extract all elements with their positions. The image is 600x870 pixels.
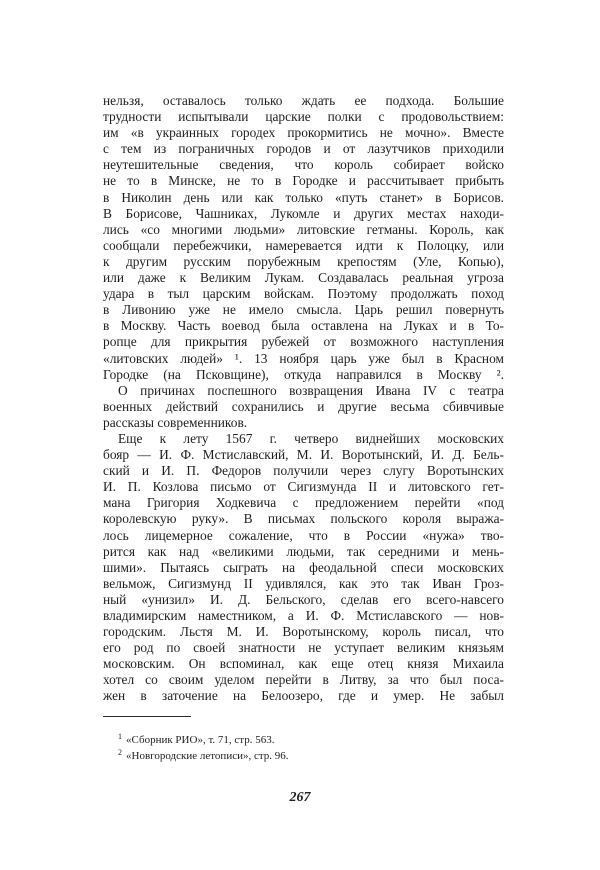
text-line: ский и И. П. Федоров получили через слугу Воротынских xyxy=(103,463,504,479)
text-line: в Ливонию уже не имело смысла. Царь решил повернуть xyxy=(103,302,504,318)
text-line: хотел со своим уделом перейти в Литву, за что был поса- xyxy=(103,672,504,688)
text-line: жен в заточение на Белоозеро, где и умер. Не забыл xyxy=(103,688,504,704)
text-line: королевскую руку». В письмах польского короля выража- xyxy=(103,511,504,527)
main-text xyxy=(103,93,504,705)
text-line: московским. Он вспоминал, как еще отец князя Михаила xyxy=(103,656,504,672)
text-line: бояр — И. Ф. Мстиславский, М. И. Воротынский, И. Д. Бель- xyxy=(103,447,504,463)
footnote-divider xyxy=(103,716,191,717)
text-line: его род по своей знатности не уступает великим князьям xyxy=(103,640,504,656)
paragraph xyxy=(103,431,504,705)
text-line: или даже к Великим Лукам. Создавалась реальная угроза xyxy=(103,270,504,286)
text-line: к другим русским порубежным крепостям (Уле, Копью), xyxy=(103,253,504,269)
text-line: В Борисове, Чашниках, Лукомле и других местах находи- xyxy=(103,205,504,221)
footnote-text: «Сборник РИО», т. 71, стр. 563. xyxy=(126,734,275,746)
footnotes xyxy=(118,729,504,760)
text-line: лось лицемерное сожаление, что в России «нужа» тво- xyxy=(103,527,504,543)
text-line: ропце для прикрытия рубежей от возможного наступления xyxy=(103,334,504,350)
text-line: военных действий сохранились и другие весьма сбивчивые xyxy=(103,398,504,414)
footnote xyxy=(118,729,504,745)
text-line: И. П. Козлова письмо от Сигизмунда II и литовского гет- xyxy=(103,479,504,495)
text-line: с тем из пограничных городов и от лазутчиков приходили xyxy=(103,141,504,157)
text-line: Еще к лету 1567 г. четверо виднейших московских xyxy=(118,430,504,446)
text-line: рассказы современников. xyxy=(103,414,248,430)
text-line: нельзя, оставалось только ждать ее подхода. Большие xyxy=(103,93,504,108)
text-line: мана Григория Ходкевича с предложением перейти «под xyxy=(103,495,504,511)
text-line: городским. Льстя М. И. Воротынскому, король писал, что xyxy=(103,624,504,640)
text-line: трудности испытывали царские полки с продовольствием: xyxy=(103,109,504,125)
text-line: шими». Пытаясь сыграть на феодальной спеси московских xyxy=(103,559,504,575)
text-line: Городке (на Псковщине), откуда направился в Москву ². xyxy=(103,366,504,382)
paragraph xyxy=(103,93,504,383)
footnote-text: «Новгородские летописи», стр. 96. xyxy=(126,749,289,762)
text-line: ный «унизил» И. Д. Бельского, сделав его всего-навсего xyxy=(103,591,504,607)
text-line: не то в Минске, не то в Городке и рассчитывает прибыть xyxy=(103,173,504,189)
footnote-mark: 1 xyxy=(118,732,122,741)
text-line: О причинах поспешного возвращения Ивана IV с театра xyxy=(118,382,504,398)
text-line: неутешительные сведения, что король собирает войско xyxy=(103,157,504,173)
text-line: «литовских людей» ¹. 13 ноября царь уже был в Красном xyxy=(103,350,504,366)
text-line: вельмож, Сигизмунд II удивлялся, как это так Иван Гроз- xyxy=(103,575,504,591)
text-line: им «в украинных городех прокормитись не мочно». Вместе xyxy=(103,125,504,141)
text-line: в Москву. Часть воевод была оставлена на Луках и в То- xyxy=(103,318,504,334)
page-number: 267 xyxy=(289,790,311,805)
text-line: рится как над «великими людьми, так середними и мень- xyxy=(103,543,504,559)
text-line: удара в тыл царским войскам. Поэтому продолжать поход xyxy=(103,286,504,302)
paragraph xyxy=(103,383,504,431)
text-line: владимирским наместником, а И. Ф. Мстиславского — нов- xyxy=(103,608,504,623)
footnote-mark: 2 xyxy=(118,747,122,757)
text-line: лись «со многими людьми» литовские гетманы. Король, как xyxy=(103,221,504,237)
text-line: сообщали перебежчики, намеревается идти к Полоцку, или xyxy=(103,237,504,253)
footnote xyxy=(118,745,504,761)
text-line: в Николин день или как только «путь станет» в Борисов. xyxy=(103,189,504,205)
